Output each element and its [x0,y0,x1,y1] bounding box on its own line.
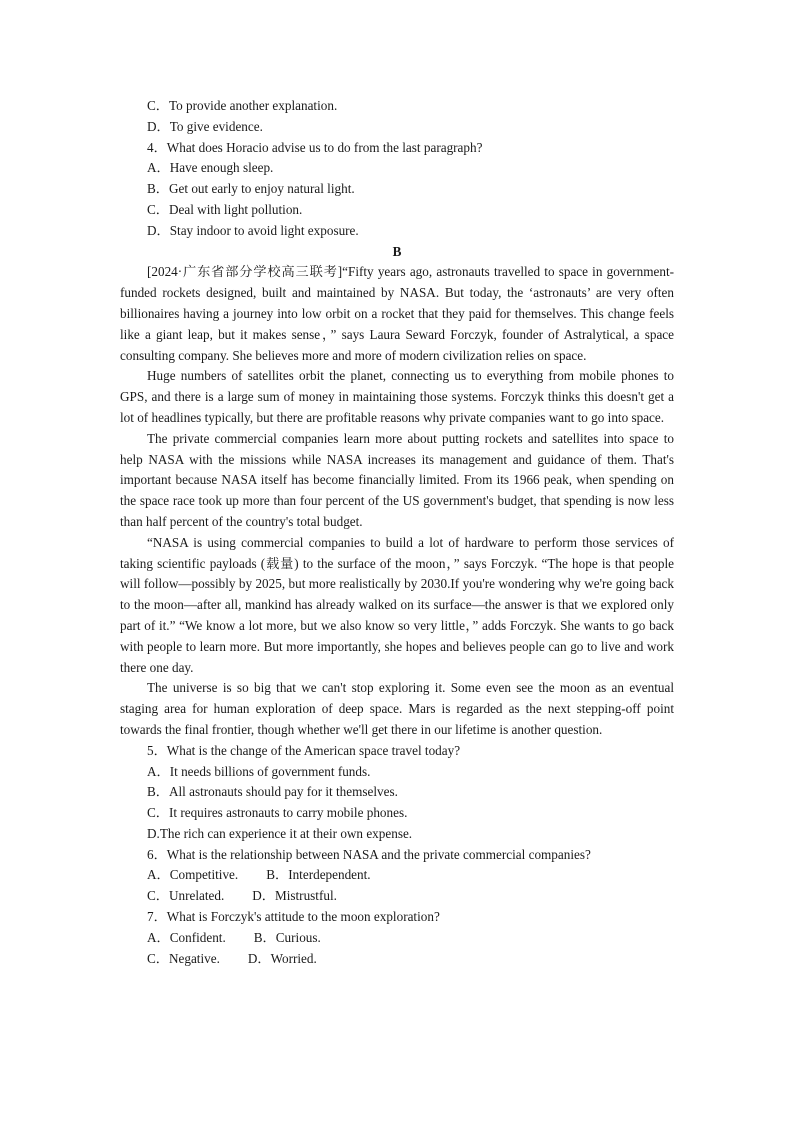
option-5a: A．It needs billions of government funds. [147,763,371,779]
passage-paragraph-1: [2024·广东省部分学校高三联考]“Fifty years ago, astronauts travelled to space in government-funded rockets designed, built and maintained by NASA. But today, the ‘astronauts’ are very often billionaires having a journey into low orbit on a rocket that they paid for themselves. This change feels like a giant leap, but it makes sense，” says Laura Seward Forczyk, founder of Astralytical, a space consulting company. She believes more and more of modern civilization relies on space. [120,264,674,363]
option-3d: D．To give evidence. [147,118,263,134]
option-3c: C．To provide another explanation. [147,98,338,113]
option-7b: B．Curious. [253,929,321,945]
section-title: B [392,243,402,259]
options-6ab [120,865,674,886]
option-4b: B．Get out early to enjoy natural light. [147,181,355,197]
option-5d: D.The rich can experience it at their own expense. [147,825,413,841]
question-4: 4．What does Horacio advise us to do from the last paragraph? [147,139,483,155]
option-6b: B．Interdependent. [266,867,371,883]
option-7a: A．Confident. [147,929,226,945]
option-6a: A．Competitive. [147,867,239,883]
option-6d: D．Mistrustful. [252,888,337,904]
option-4a: A．Have enough sleep. [147,160,274,176]
option-4c: C．Deal with light pollution. [147,201,303,217]
question-6: 6．What is the relationship between NASA and the private commercial companies? [147,846,591,862]
document-page [120,96,674,969]
options-7cd [120,949,674,970]
option-5c: C．It requires astronauts to carry mobile phones. [147,805,408,821]
options-6cd [120,886,674,907]
options-7ab [120,928,674,949]
option-5b: B．All astronauts should pay for it themselves. [147,784,398,800]
option-7d: D．Worried. [247,950,317,966]
option-4d: D．Stay indoor to avoid light exposure. [147,222,359,238]
passage-paragraph-5: The universe is so big that we can't stop exploring it. Some even see the moon as an eventual staging area for human exploration of deep space. Mars is regarded as the next stepping-off point towards the final frontier, though whether we'll get there in our lifetime is another question. [120,680,674,737]
option-6c: C．Unrelated. [147,888,225,904]
question-7: 7．What is Forczyk's attitude to the moon exploration? [147,909,440,925]
passage-paragraph-3: The private commercial companies learn more about putting rockets and satellites into space to help NASA with the missions while NASA increases its management and guidance of them. That's important because NASA itself has become financially limited. From its 1966 peak, when spending on the space race took up more than four percent of the US government's budget, that spending is now less than half percent of the country's total budget. [120,430,674,529]
option-7c: C．Negative. [147,950,220,966]
passage-paragraph-4: “NASA is using commercial companies to build a lot of hardware to perform those services of taking scientific payloads (载量) to the surface of the moon，” says Forczyk. “The hope is that people will follow—possibly by 2025, but more realistically by 2030.If you're wondering why we're going back to the moon—after all, mankind has already walked on its surface—the answer is that we explored only part of it.” “We know a lot more, but we also know so very little，” adds Forczyk. She wants to go back with people to learn more. But more importantly, she hopes and believes people can go to live and work there one day. [120,534,674,675]
question-5: 5．What is the change of the American space travel today? [147,742,461,758]
passage-paragraph-2: Huge numbers of satellites orbit the planet, connecting us to everything from mobile phones to GPS, and there is a large sum of money in maintaining those systems. Forczyk thinks this doesn't get a lot of headlines typically, but there are profitable reasons why private companies want to go into space. [120,368,674,425]
